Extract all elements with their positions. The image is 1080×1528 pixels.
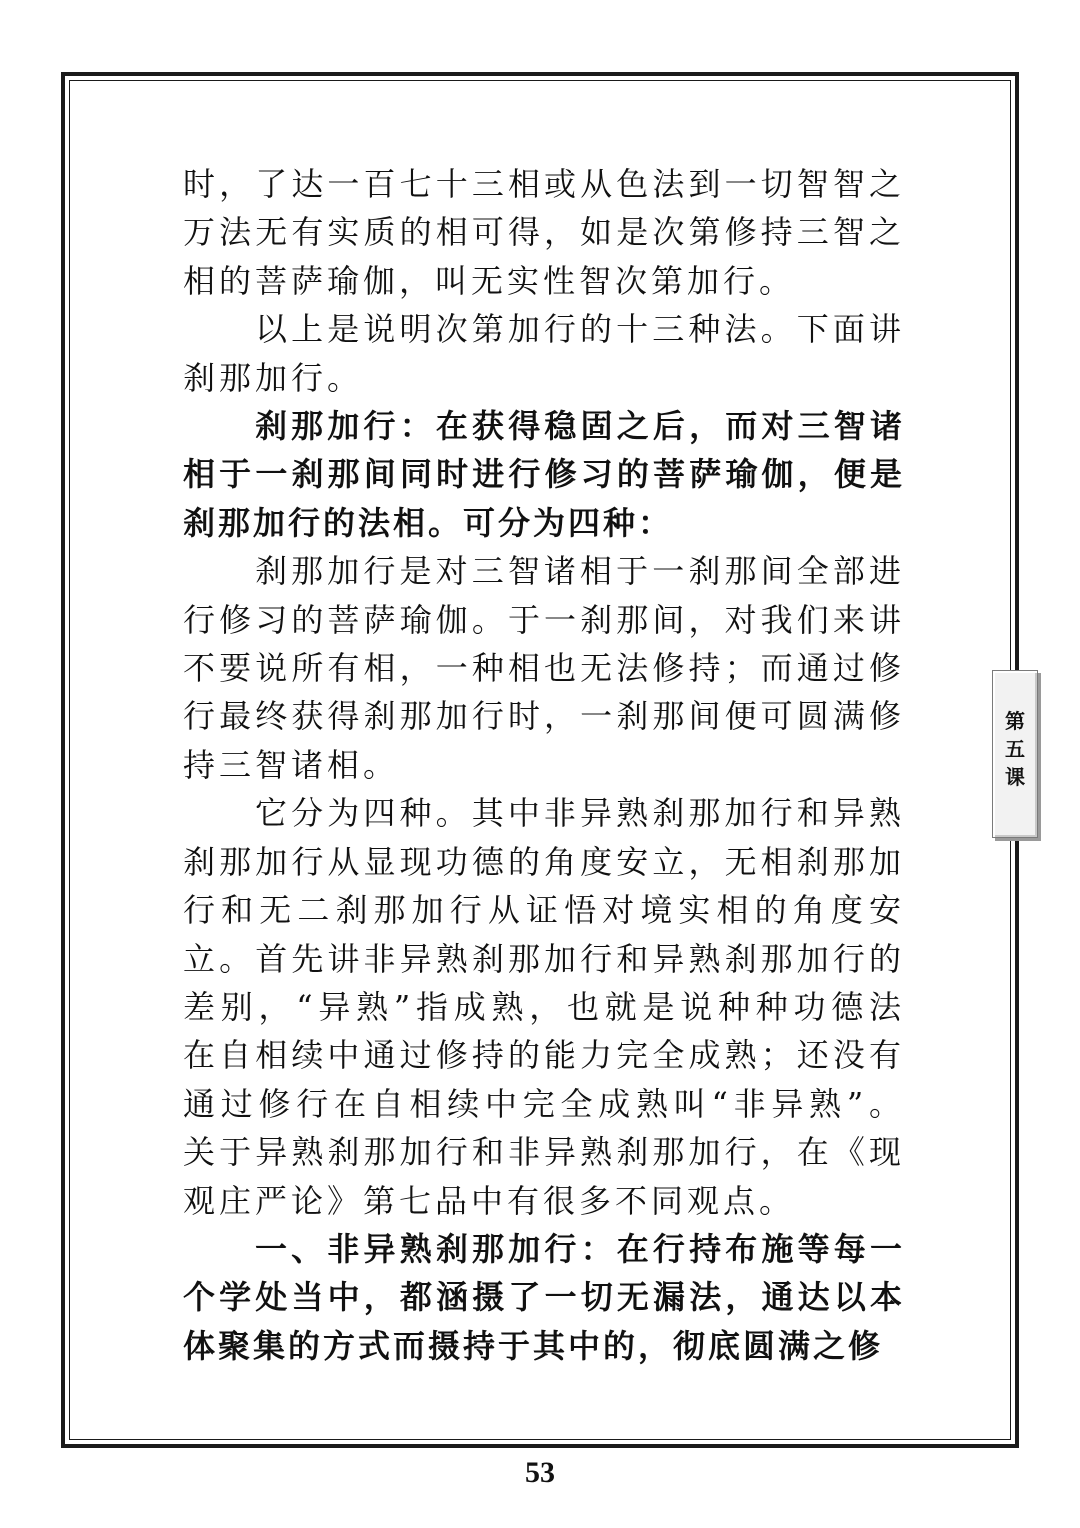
chapter-tab-char-1: 第 [1005, 709, 1025, 733]
chapter-tab-char-3: 课 [1005, 765, 1025, 789]
paragraph-4: 刹那加行是对三智诸相于一刹那间全部进行修习的菩萨瑜伽。于一刹那间，对我们来讲不要说所有相，一种相也无法修持；而通过修行最终获得刹那加行时，一刹那间便可圆满修持三智诸相。 [183, 552, 905, 784]
page-number: 53 [525, 1456, 555, 1489]
chapter-side-tab [992, 670, 1038, 838]
paragraph-5: 它分为四种。其中非异熟刹那加行和异熟刹那加行从显现功德的角度安立，无相刹那加行和无二刹那加行从证悟对境实相的角度安立。首先讲非异熟刹那加行和异熟刹那加行的差别，“异熟”指成熟，也就是说种种功德法在自相续中通过修持的能力完全成熟；还没有通过修行在自相续中完全成熟叫“非异熟”。关于异熟刹那加行和非异熟刹那加行，在《现观庄严论》第七品中有很多不同观点。 [183, 794, 905, 1220]
paragraph-6-heading: 一、非异熟刹那加行：在行持布施等每一个学处当中，都涵摄了一切无漏法，通达以本体聚集的方式而摄持于其中的，彻底圆满之修 [183, 1229, 905, 1365]
paragraph-2: 以上是说明次第加行的十三种法。下面讲刹那加行。 [183, 310, 905, 397]
paragraph-3-definition: 刹那加行：在获得稳固之后，而对三智诸相于一刹那间同时进行修习的菩萨瑜伽，便是刹那加行的法相。可分为四种： [183, 407, 905, 542]
paragraph-1: 时，了达一百七十三相或从色法到一切智智之万法无有实质的相可得，如是次第修持三智之相的菩萨瑜伽，叫无实性智次第加行。 [183, 165, 905, 300]
body-text [183, 160, 905, 1370]
chapter-tab-label [993, 707, 1037, 791]
chapter-tab-char-2: 五 [1005, 737, 1025, 761]
